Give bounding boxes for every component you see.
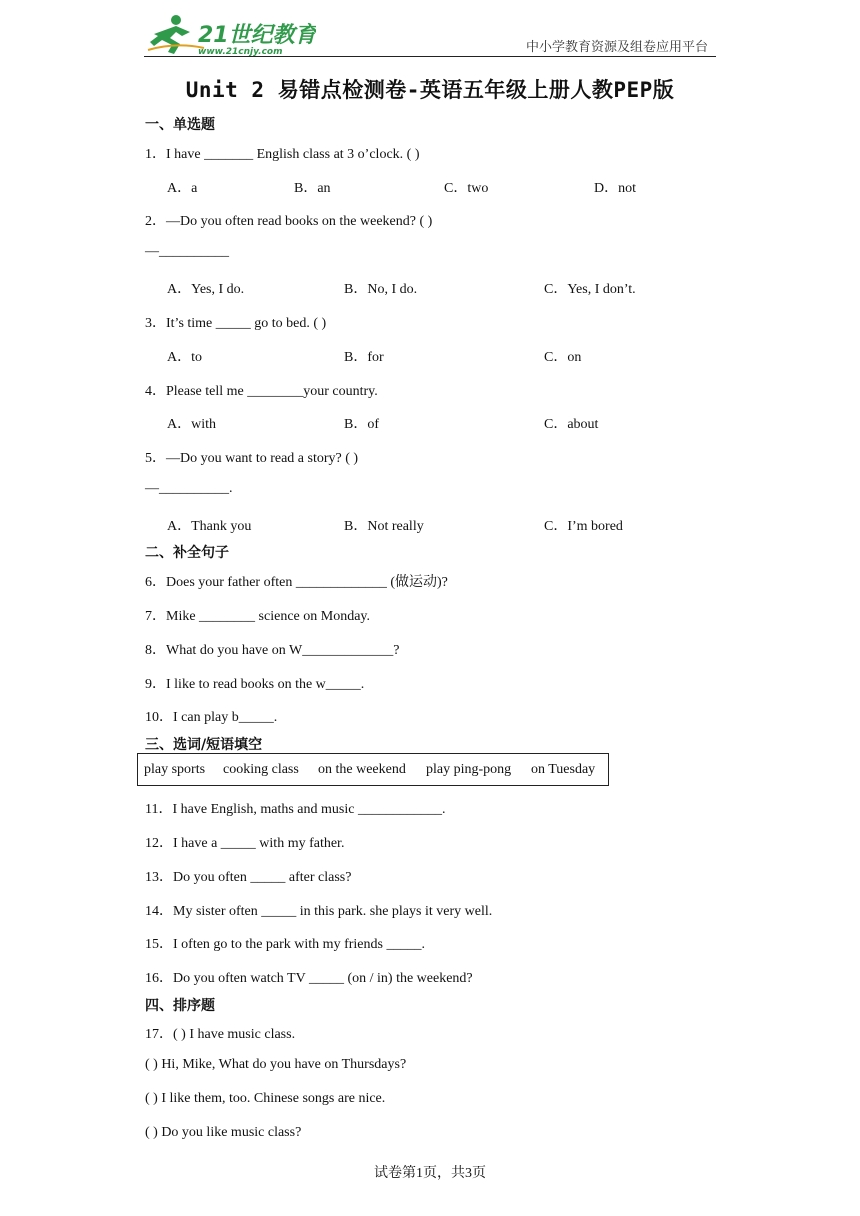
- question-7: 7．Mike ________ science on Monday.: [145, 609, 370, 624]
- runner-logo-icon: [146, 12, 316, 58]
- option: D．not: [594, 181, 636, 196]
- option: A．Thank you: [167, 519, 252, 534]
- question-2: 2．—Do you often read books on the weekend? ( ): [145, 214, 433, 229]
- question-8: 8．What do you have on W_____________?: [145, 643, 400, 658]
- ordering-line: ( ) Do you like music class?: [145, 1125, 302, 1140]
- question-17: 17．( ) I have music class.: [145, 1027, 296, 1042]
- option: A．to: [167, 350, 202, 365]
- option: B．No, I do.: [344, 282, 418, 297]
- page-title: Unit 2 易错点检测卷-英语五年级上册人教PEP版: [185, 78, 675, 102]
- question-10: 10．I can play b_____.: [145, 710, 278, 725]
- word-bank-box: [137, 753, 609, 786]
- header-divider: [144, 56, 716, 57]
- question-1: 1．I have _______ English class at 3 o’clock. ( ): [145, 147, 420, 162]
- ordering-line: ( ) Hi, Mike, What do you have on Thursdays?: [145, 1057, 407, 1072]
- question-13: 13．Do you often _____ after class?: [145, 870, 352, 885]
- section-heading: 四、排序题: [145, 998, 215, 1014]
- question-6: 6．Does your father often _____________ (做运动)?: [145, 575, 448, 590]
- question-12: 12．I have a _____ with my father.: [145, 836, 345, 851]
- option: C．two: [444, 181, 489, 196]
- logo-text: 21世纪教育: [198, 23, 316, 48]
- option: C．Yes, I don’t.: [544, 282, 636, 297]
- question-16: 16．Do you often watch TV _____ (on / in) the weekend?: [145, 971, 473, 986]
- question-11: 11．I have English, maths and music ____________.: [145, 802, 446, 817]
- section-heading: 二、补全句子: [145, 545, 229, 561]
- section-heading: 一、单选题: [145, 117, 215, 133]
- question-15: 15．I often go to the park with my friends _____.: [145, 937, 425, 952]
- page-footer: 试卷第1页，共3页: [374, 1166, 486, 1181]
- word-bank-item: cooking class: [223, 762, 299, 777]
- logo-url: www.21cnjy.com: [198, 47, 283, 57]
- option: A．with: [167, 417, 216, 432]
- option: A．Yes, I do.: [167, 282, 245, 297]
- section-heading: 三、选词/短语填空: [145, 737, 263, 753]
- word-bank-item: play sports: [144, 762, 206, 777]
- brand-logo: [146, 12, 316, 58]
- question-3: 3．It’s time _____ go to bed. ( ): [145, 316, 327, 331]
- question-14: 14．My sister often _____ in this park. she plays it very well.: [145, 904, 493, 919]
- answer-blank: —__________: [145, 244, 229, 259]
- answer-blank: —__________.: [145, 481, 233, 496]
- option: C．about: [544, 417, 599, 432]
- option: B．for: [344, 350, 384, 365]
- option: B．Not really: [344, 519, 424, 534]
- option: C．I’m bored: [544, 519, 623, 534]
- question-5: 5．—Do you want to read a story? ( ): [145, 451, 359, 466]
- option: A．a: [167, 181, 198, 196]
- question-9: 9．I like to read books on the w_____.: [145, 677, 365, 692]
- word-bank-item: on Tuesday: [531, 762, 596, 777]
- word-bank-item: on the weekend: [318, 762, 406, 777]
- ordering-line: ( ) I like them, too. Chinese songs are nice.: [145, 1091, 386, 1106]
- option: B．an: [294, 181, 331, 196]
- word-bank-item: play ping-pong: [426, 762, 512, 777]
- question-4: 4．Please tell me ________your country.: [145, 384, 378, 399]
- option: C．on: [544, 350, 582, 365]
- option: B．of: [344, 417, 379, 432]
- header-platform-text: 中小学教育资源及组卷应用平台: [525, 39, 708, 54]
